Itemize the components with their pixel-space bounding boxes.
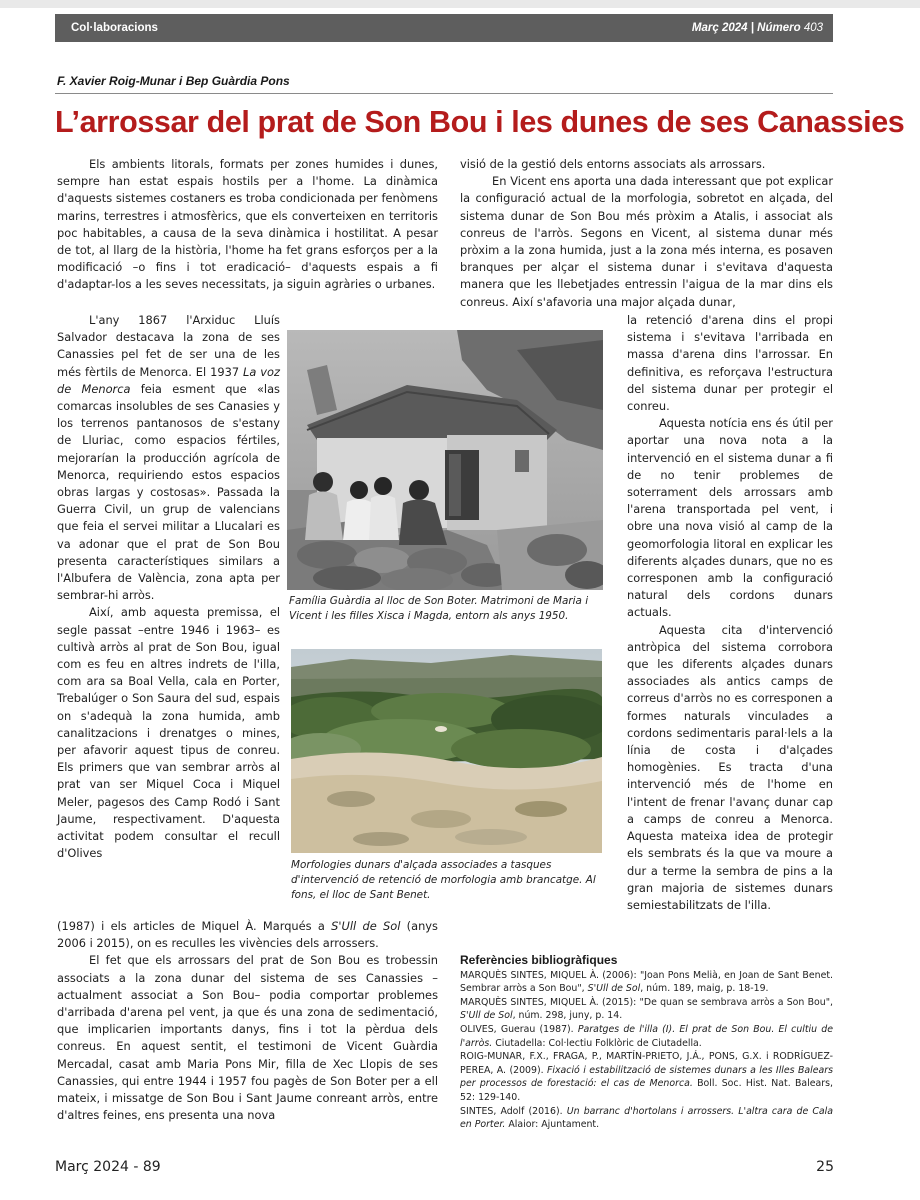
newspaper-title: La voz de Menorca (57, 364, 280, 396)
paragraph-vicent: En Vicent ens aporta una dada interessant que pot explicar la configuració actual de la morfologia, sobretot en alçada, del sistema dunar de Son Bou més pròxim a Atalis, i associat als conreus de l'arròs. Segons en Vicent, al sistema dunar més pròxim a la zona humida, just a la zona més interna, es posaven branques per alçar el sistema dunar i s'evitava d'aquesta manera que les llebetjades entressin l'aigua de la mar dins els conreus. Així s'afavoria una major alçada dunar, (460, 174, 833, 309)
text-run: MARQUÈS SINTES, MIQUEL À. (2006): "Joan Pons Melià, en Joan de Sant Benet. Sembrar arròs a Son Bou", (460, 969, 833, 995)
paragraph-arxiduc (57, 312, 280, 604)
text-run: feia esment que «las comarcas insolubles de ses Canasies y los terrenos pantanosos de s'estany de Lluriac, como espacios fértiles, mejorarían la producción agrícola de Menorca, requiriendo estos espacios obras largas y costosas». Passada la Guerra Civil, un grup de valencians que feia el servei militar a Llucalari es va adonar que el prat de Son Bou presenta característiques similars a l'Albufera de València, zona apta per sembrar-hi arròs. (57, 381, 280, 603)
footer-date: Març 2024 - 89 (55, 1159, 161, 1175)
paragraph-cultiu: Així, amb aquesta premissa, el segle passat –entre 1946 i 1963– es cultivà arròs al prat de Son Bou, igual com es feu en altres indrets de l'illa, com ara sa Boal Vella, cala en Porter, Trebalúger o Son Saura del sud, espais on s'adequà la zona humida, amb canalitzacions i drenatges o mines, per afavorir aquest tipus de conreu. Els primers que van sembrar arròs al prat van ser Miquel Coca i Miquel Meler, pagesos des Camp Rodó i Sant Jaume, respectivament. D'aquesta activitat podem consultar el recull d'Olives (57, 605, 280, 861)
left-column-bottom (57, 918, 438, 1124)
journal-title: S'Ull de Sol (460, 1010, 513, 1022)
text-run: Boll. Soc. Hist. Nat. Balears, 52: 129-140. (460, 1078, 833, 1103)
text-run: , núm. 189, maig, p. 18-19. (640, 983, 769, 995)
reference-item (460, 1050, 833, 1104)
reference-item (460, 969, 833, 996)
issue-number: 403 (803, 22, 823, 34)
family-photo-caption: Família Guàrdia al lloc de Son Boter. Matrimoni de Maria i Vicent i les filles Xisca i Magda, entorn als anys 1950. (289, 595, 589, 622)
family-photo-image (287, 330, 603, 590)
paragraph-intro: Els ambients litorals, formats per zones humides i dunes, sempre han estat espais hostils per a l'home. La dinàmica d'aquests sistemes costaners es troba condicionada per fenòmens marins, terrestres i atmosfèrics, que els converteixen en territoris poc habitables, a causa de la seva dinàmica i hostilitat. A pesar de tot, al llarg de la història, l'home ha fet grans esforços per a la modificació –o fins i tot eradicació– d'aquests espais a fi d'adaptar-los a les seves necessitats, ja siguin agràries o urbanes. (57, 157, 438, 292)
page-number: 25 (816, 1159, 834, 1175)
paragraph-cita: Aquesta cita d'intervenció antròpica del sistema corrobora que les diferents alçades dunars associades als antics camps de correus d'arròs no es corresponen a formes naturals vinculades a cordons sedimentaris paral·lels a la línia de costa i d'alçades homogènies. Es tracta d'una intervenció més de l'home en l'intent de frenar l'avanç dunar cap a camps de conreu a Menorca. Aquesta mateixa idea de protegir els sembrats és la que va moure a dur a terme la sembra de pins a la gran majoria de sistemes dunars semiestabilitzats de l'illa. (627, 622, 833, 912)
right-column-top (460, 156, 833, 311)
references-heading: Referències bibliogràfiques (460, 953, 618, 967)
dunes-photo (291, 649, 602, 853)
text-run: (anys 2006 i 2015), on es reculles les vivències dels arrossers. (57, 919, 438, 951)
family-photo (287, 330, 603, 590)
article-authors: F. Xavier Roig-Munar i Bep Guàrdia Pons (57, 74, 290, 88)
paragraph-continued (57, 918, 438, 952)
text-run: L'any 1867 l'Arxiduc Lluís Salvador destacava la zona de ses Canassies pel fet de ser una de les més fèrtils de Menorca. El 1937 (57, 313, 280, 379)
title-divider (55, 93, 833, 94)
text-run: (1987) i els articles de Miquel À. Marqués a (57, 919, 332, 933)
reference-item (460, 996, 833, 1023)
book-title: Un barranc d'hortolans i arrossers. L'altra cara de Cala en Porter. (460, 1105, 833, 1131)
article-title: L’arrossar del prat de Son Bou i les dunes de ses Canassies (55, 105, 905, 139)
section-name: Col·laboracions (71, 22, 158, 34)
text-run: SINTES, Adolf (2016). (460, 1105, 567, 1117)
issue-label: Març 2024 | Número (691, 22, 801, 34)
left-column-narrow (57, 312, 280, 863)
reference-item (460, 1023, 833, 1050)
reference-item (460, 1105, 833, 1132)
book-title: Paratges de l'illa (I). El prat de Son Bou. El cultiu de l'arròs. (460, 1023, 834, 1049)
dunes-photo-image (291, 649, 602, 853)
article-ref-title: Fixació i estabilització de sistemes dunars a les Illes Balears per processos de forestació: el cas de Menorca. (460, 1064, 833, 1090)
running-header (55, 14, 833, 42)
issue-info (692, 22, 823, 34)
journal-title: S'Ull de Sol (587, 983, 641, 995)
text-run: Alaior: Ajuntament. (505, 1119, 600, 1131)
text-run: MARQUÈS SINTES, MIQUEL À. (2015): "De quan se sembrava arròs a Son Bou", (460, 996, 833, 1008)
text-run: OLIVES, Guerau (1987). (460, 1023, 578, 1035)
text-run: Ciutadella: Col·lectiu Folklòric de Ciutadella. (492, 1037, 702, 1049)
text-run: , núm. 298, juny, p. 14. (512, 1010, 623, 1022)
paragraph-testimoni: El fet que els arrossars del prat de Son Bou es trobessin associats a la zona dunar del sistema de ses Canassies –actualment associat a Son Bou– podia comportar problemes d'arribada d'arena pel vent, ja que és una zona de sedimentació, que implicarien importants danys, fins i tot la pèrdua dels conreus. En aquest sentit, el testimoni de Vicent Guàrdia Mercadal, casat amb Maria Pons Mir, filla de Xec Llopis de ses Canassies, qui entre 1944 i 1957 fou pagès de Son Boter per a ell mateix, i missatge de Son Bou i Sant Jaume conreant arròs, entre d'altres feines, ens presenta una nova (57, 953, 438, 1123)
text-run: ROIG-MUNAR, F.X., FRAGA, P., MARTÍN-PRIETO, J.Á., PONS, G.X. i RODRÍGUEZ-PEREA, A. (2009). (460, 1051, 833, 1076)
paragraph-noticia: Aquesta notícia ens és útil per aportar una nova nota a la intervenció en el sistema dunar a fi de no tenir problemes de soterrament dels arrossars amb l'arena transportada pel vent, i obre una nova visió al camp de la geomorfologia litoral en explicar les diferents alçades dunars, que no es corresponen amb la configuració natural dels cordons dunars actuals. (627, 416, 833, 620)
paragraph-retencio: la retenció d'arena dins el propi sistema i s'evitava l'arribada en massa d'arena dins l'arrossar. En definitiva, es reforçava l'estructura del sistema dunar per protegir el conreu. (627, 313, 833, 414)
left-column-intro (57, 156, 438, 294)
references (460, 954, 833, 1132)
journal-title: S'Ull de Sol (331, 919, 401, 933)
dunes-photo-caption: Morfologies dunars d'alçada associades a tasques d'intervenció de retenció de morfologia amb brancatge. Al fons, el lloc de Sant Benet. (291, 859, 596, 901)
right-column-narrow (627, 312, 833, 914)
paragraph-visio: visió de la gestió dels entorns associats als arrossars. (460, 157, 766, 171)
page-top-edge (0, 0, 920, 8)
